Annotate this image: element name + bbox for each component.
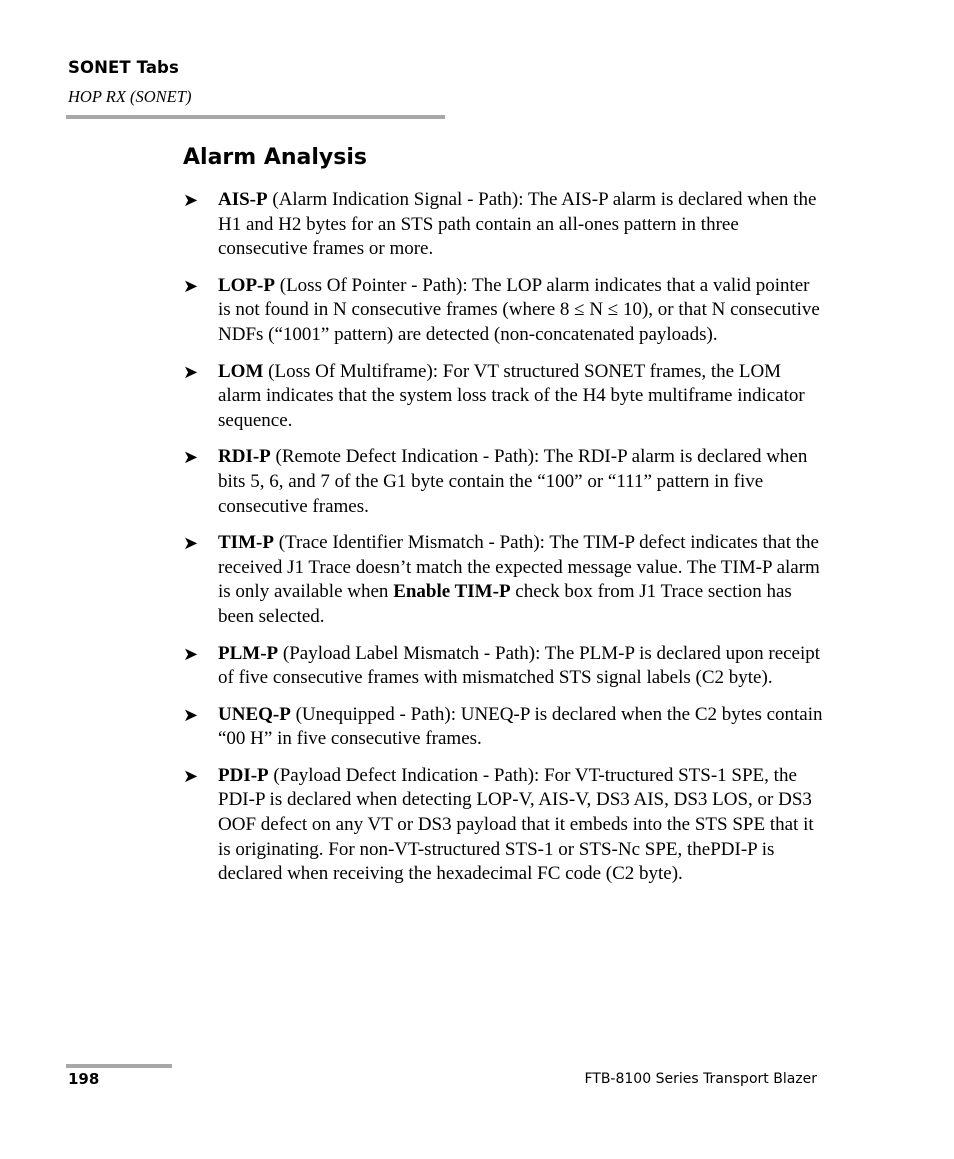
running-header-section: SONET Tabs	[68, 58, 179, 77]
alarm-item-lop-p	[183, 274, 823, 348]
alarm-name: TIM-P	[218, 532, 274, 554]
alarm-item-rdi-p	[183, 445, 823, 519]
alarm-item-plm-p	[183, 642, 823, 691]
bullet-arrow-icon: ➤	[183, 190, 199, 211]
alarm-item-ais-p	[183, 188, 823, 262]
alarm-description: (Payload Defect Indication - Path): For VT-tructured STS-1 SPE, the PDI-P is declared when detecting LOP-V, AIS-V, DS3 AIS, DS3 LOS, or DS3 OOF defect on any VT or DS3 payload that it embeds into the STS SPE that it is originating. For non-VT-structured STS-1 or STS-Nc SPE, thePDI-P is declared when receiving the hexadecimal FC code (C2 byte).	[218, 764, 814, 885]
alarm-list	[183, 188, 823, 899]
bullet-arrow-icon: ➤	[183, 361, 199, 383]
bullet-arrow-icon: ➤	[183, 275, 199, 297]
bullet-arrow-icon: ➤	[183, 533, 199, 555]
alarm-description: (Loss Of Multiframe): For VT structured SONET frames, the LOM alarm indicates that the system loss track of the H4 byte multiframe indicator sequence.	[218, 360, 805, 431]
alarm-name: LOP-P	[218, 274, 275, 296]
header-divider	[66, 115, 445, 119]
alarm-item-uneq-p	[183, 703, 823, 752]
alarm-description: (Remote Defect Indication - Path): The RDI-P alarm is declared when bits 5, 6, and 7 of the G1 byte contain the “100” or “111” pattern in five consecutive frames.	[218, 446, 808, 517]
bullet-arrow-icon: ➤	[183, 447, 199, 469]
alarm-item-lom	[183, 360, 823, 434]
alarm-description: (Loss Of Pointer - Path): The LOP alarm indicates that a valid pointer is not found in N consecutive frames (where 8 ≤ N ≤ 10), or that N consecutive NDFs (“1001” pattern) are detected (non-concatenated payloads).	[218, 274, 820, 345]
alarm-item-tim-p	[183, 531, 823, 629]
product-name: FTB-8100 Series Transport Blazer	[584, 1071, 817, 1087]
alarm-name: RDI-P	[218, 446, 271, 468]
alarm-description: (Unequipped - Path): UNEQ-P is declared when the C2 bytes contain “00 H” in five consecutive frames.	[218, 703, 823, 750]
bullet-arrow-icon: ➤	[183, 765, 199, 787]
page-number: 198	[68, 1070, 100, 1088]
alarm-name: UNEQ-P	[218, 703, 291, 725]
running-header-subsection: HOP RX (SONET)	[68, 87, 192, 106]
alarm-name: PLM-P	[218, 642, 279, 664]
footer-divider	[66, 1064, 172, 1068]
alarm-name: LOM	[218, 360, 264, 382]
enable-tim-p-reference: Enable TIM-P	[393, 581, 511, 603]
alarm-description: (Trace Identifier Mismatch - Path): The TIM-P defect indicates that the received J1 Trace doesn’t match the expected message value. The TIM-P alarm is only available when	[218, 532, 820, 603]
alarm-description: (Alarm Indication Signal - Path): The AIS-P alarm is declared when the H1 and H2 bytes for an STS path contain an all-ones pattern in three consecutive frames or more.	[218, 189, 817, 260]
alarm-description: (Payload Label Mismatch - Path): The PLM-P is declared upon receipt of five consecutive frames with mismatched STS signal labels (C2 byte).	[218, 642, 821, 689]
bullet-arrow-icon: ➤	[183, 643, 199, 665]
bullet-arrow-icon: ➤	[183, 704, 199, 726]
alarm-description-continued: check box from J1 Trace section has been selected.	[218, 581, 792, 627]
alarm-name: AIS-P	[218, 189, 268, 210]
alarm-name: PDI-P	[218, 764, 269, 786]
section-title: Alarm Analysis	[183, 145, 367, 170]
alarm-item-pdi-p	[183, 764, 823, 887]
